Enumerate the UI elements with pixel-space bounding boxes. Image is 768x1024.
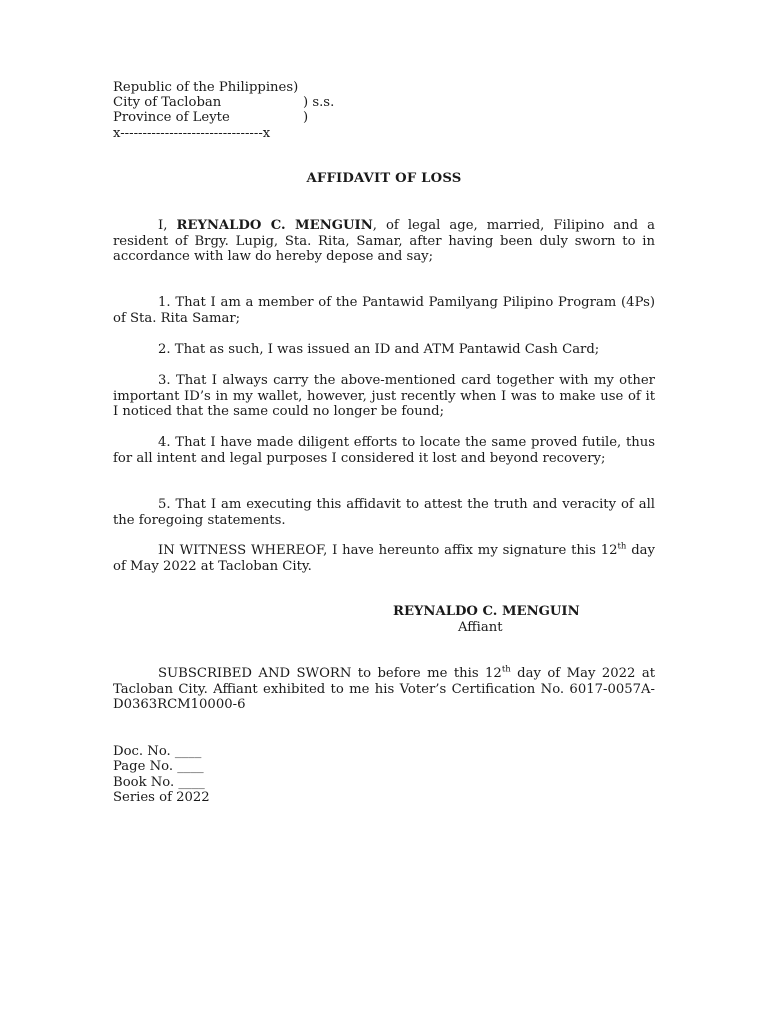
intro-rest: , of legal age, married, Filipino and a resident of Brgy. Lupig, Sta. Rita, Samar, after having been duly sworn to in accordance with law do hereby depose and say; xyxy=(113,218,655,264)
signatory-role: Affiant xyxy=(458,620,503,635)
registry-page-no: Page No. ____ xyxy=(113,759,204,774)
caption-line-province xyxy=(113,110,413,126)
statement-item-2: 2. That as such, I was issued an ID and ATM Pantawid Cash Card; xyxy=(158,342,600,357)
witness-clause xyxy=(113,543,655,574)
caption-republic: Republic of the Philippines) xyxy=(113,80,299,95)
caption-line-republic xyxy=(113,80,298,96)
intro-prefix: I, xyxy=(158,218,177,233)
statement-item-4: 4. That I have made diligent efforts to locate the same proved futile, thus for all intent and legal purposes I considered it lost and beyond recovery; xyxy=(113,435,655,466)
caption-province: Province of Leyte xyxy=(113,110,230,125)
statement-item-1: 1. That I am a member of the Pantawid Pamilyang Pilipino Program (4Ps) of Sta. Rita Samar; xyxy=(113,295,655,326)
witness-part2: day of May 2022 at Tacloban City. xyxy=(113,543,655,574)
registry-doc-no: Doc. No. ____ xyxy=(113,744,202,759)
affiant-name-inline: REYNALDO C. MENGUIN xyxy=(176,218,373,233)
document-title: AFFIDAVIT OF LOSS xyxy=(306,171,462,186)
caption-line-divider xyxy=(113,126,270,142)
signatory-name: REYNALDO C. MENGUIN xyxy=(393,604,580,619)
intro-paragraph xyxy=(113,218,655,265)
registry-series: Series of 2022 xyxy=(113,790,210,805)
caption-city: City of Tacloban xyxy=(113,95,222,110)
statement-item-5: 5. That I am executing this affidavit to attest the truth and veracity of all the foregoing statements. xyxy=(113,497,655,528)
witness-part1: IN WITNESS WHEREOF, I have hereunto affix my signature this 12 xyxy=(158,543,618,558)
jurat-ordinal: th xyxy=(501,664,511,675)
caption-province-paren: ) xyxy=(303,110,309,125)
statement-item-3: 3. That I always carry the above-mentioned card together with my other important ID’s in my wallet, however, just recently when I was to make use of it I noticed that the same could no longer be found; xyxy=(113,373,655,419)
jurat-part1: SUBSCRIBED AND SWORN to before me this 12 xyxy=(158,666,502,681)
witness-ordinal: th xyxy=(617,541,627,552)
caption-divider: x--------------------------------x xyxy=(113,126,271,141)
caption-line-city xyxy=(113,95,413,111)
jurat-part2: day of May 2022 at Tacloban City. Affiant exhibited to me his Voter’s Certification No. 6017-0057A-D0363RCM10000-6 xyxy=(113,666,656,712)
jurat-paragraph xyxy=(113,666,655,713)
registry-book-no: Book No. ____ xyxy=(113,775,205,790)
caption-ss: ) s.s. xyxy=(303,95,335,110)
